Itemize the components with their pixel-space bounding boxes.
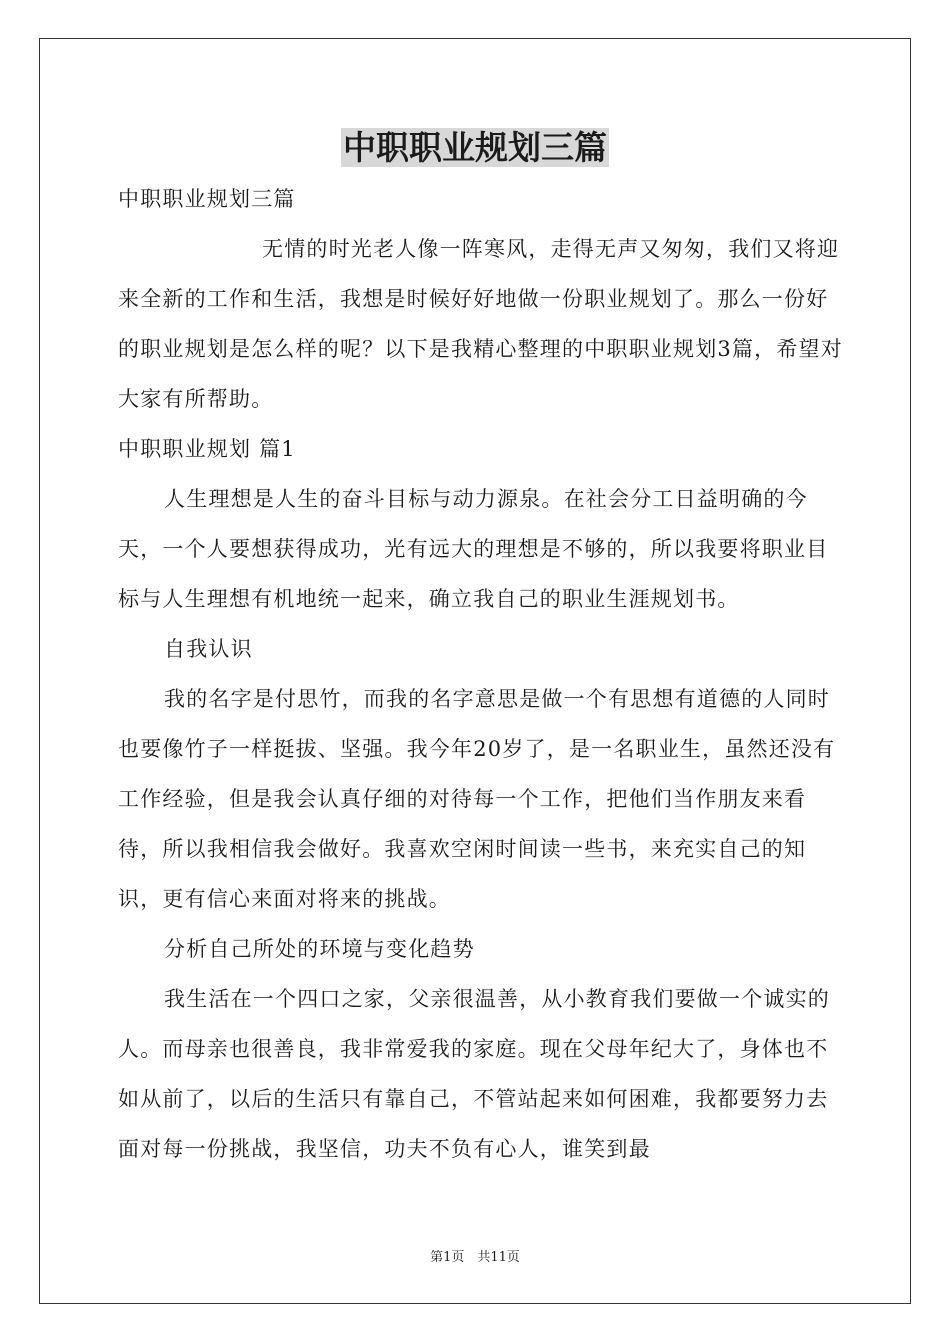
document-title — [0, 124, 950, 172]
section-heading: 中职职业规划 篇1 — [118, 437, 296, 461]
paragraph-subtitle: 中职职业规划三篇 — [118, 187, 296, 211]
paragraph: 人生理想是人生的奋斗目标与动力源泉。在社会分工日益明确的今天，一个人要想获得成功，光有远大的理想是不够的，所以我要将职业目标与人生理想有机地统一起来，确立我自己的职业生涯规划书。 — [118, 487, 829, 611]
paragraph-intro: 无情的时光老人像一阵寒风，走得无声又匆匆，我们又将迎来全新的工作和生活，我想是时候好好地做一份职业规划了。那么一份好的职业规划是怎么样的呢？以下是我精心整理的中职职业规划3篇，希望对大家有所帮助。 — [118, 237, 843, 411]
document-title-text: 中职职业规划三篇 — [343, 128, 607, 167]
page-footer — [0, 1246, 950, 1265]
paragraph: 我生活在一个四口之家，父亲很温善，从小教育我们要做一个诚实的人。而母亲也很善良，我非常爱我的家庭。现在父母年纪大了，身体也不如从前了，以后的生活只有靠自己，不管站起来如何困难，我都要努力去面对每一份挑战，我坚信，功夫不负有心人，谁笑到最 — [118, 987, 830, 1161]
sub-heading: 分析自己所处的环境与变化趋势 — [164, 937, 475, 961]
paragraph: 我的名字是付思竹，而我的名字意思是做一个有思想有道德的人同时也要像竹子一样挺拔、坚强。我今年20岁了，是一名职业生，虽然还没有工作经验，但是我会认真仔细的对待每一个工作，把他们当作朋友来看待，所以我相信我会做好。我喜欢空闲时间读一些书，来充实自己的知识，更有信心来面对将来的挑战。 — [118, 687, 836, 911]
sub-heading: 自我认识 — [164, 637, 253, 661]
page-number: 第1页 共11页 — [430, 1250, 520, 1265]
document-body — [118, 174, 848, 1174]
